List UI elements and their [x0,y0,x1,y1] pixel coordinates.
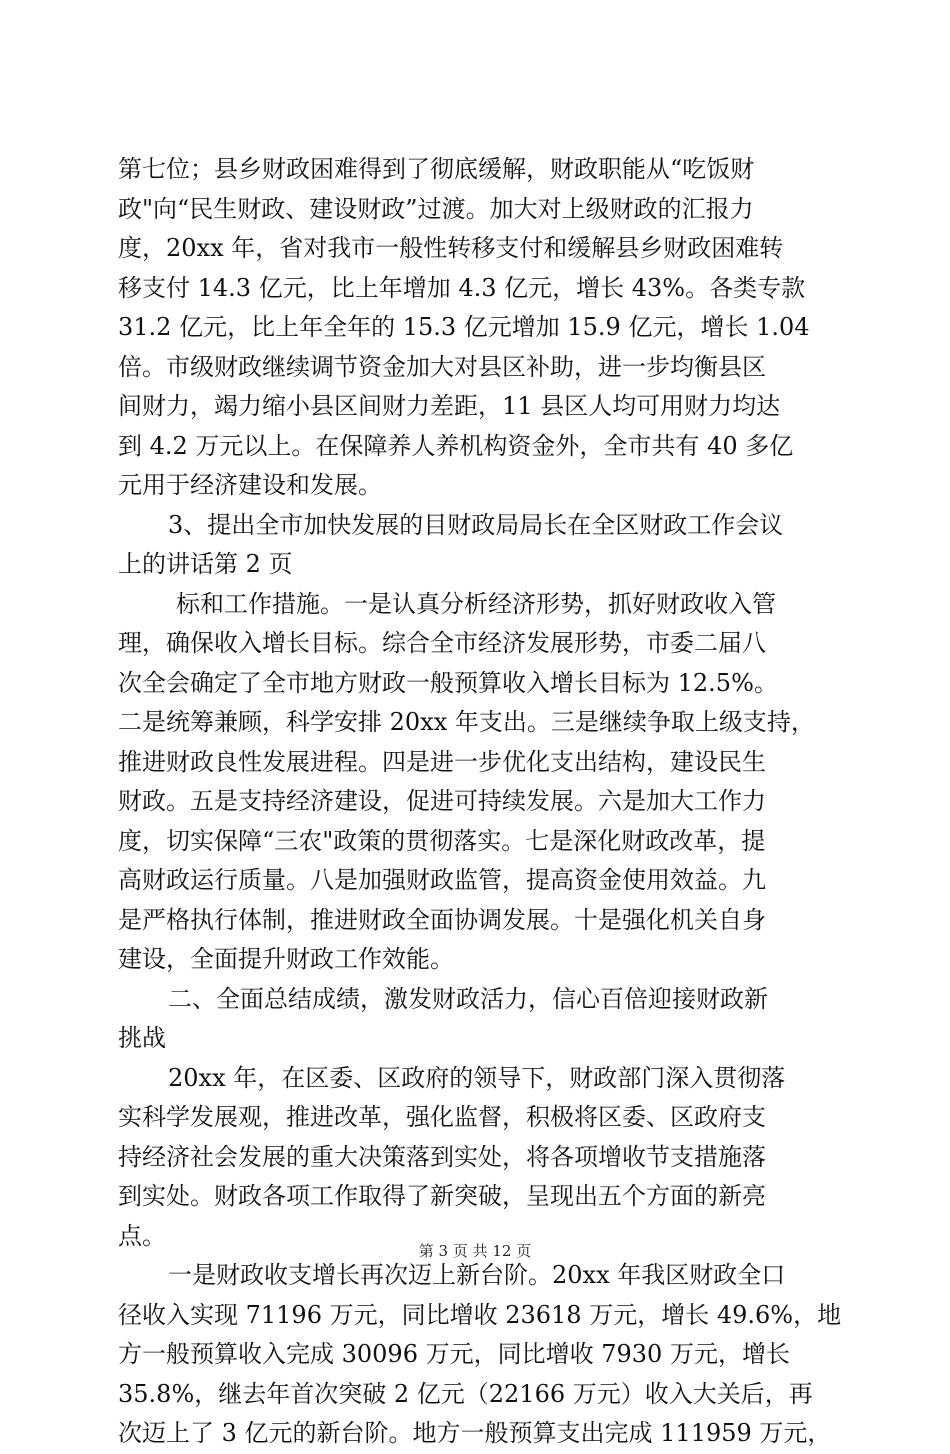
section-heading: 二、全面总结成绩，激发财政活力，信心百倍迎接财政新 [168,984,768,1013]
text-line: 标和工作措施。一是认真分析经济形势，抓好财政收入管 [176,589,776,618]
text-line: 35.8%，继去年首次突破 2 亿元（22166 万元）收入大关后，再 [118,1379,813,1408]
text-line: 移支付 14.3 亿元，比上年增加 4.3 亿元，增长 43%。各类专款 [118,273,806,302]
text-line: 度，20xx 年，省对我市一般性转移支付和缓解县乡财政困难转 [118,234,784,262]
text-line: 一是财政收支增长再次迈上新台阶。20xx 年我区财政全口 [168,1261,786,1289]
text-line: 政"向“民生财政、建设财政”过渡。加大对上级财政的汇报力 [118,194,754,223]
text-line: 持经济社会发展的重大决策落到实处，将各项增收节支措施落 [118,1142,766,1171]
text-line: 次迈上了 3 亿元的新台阶。地方一般预算支出完成 111959 万元， [118,1419,832,1447]
text-line: 财政。五是支持经济建设，促进可持续发展。六是加大工作力 [118,787,766,815]
text-line: 点。 [118,1221,166,1250]
text-line: 理，确保收入增长目标。综合全市经济发展形势，市委二届八 [118,629,766,657]
text-line: 上的讲话第 2 页 [118,550,293,578]
text-line: 建设，全面提升财政工作效能。 [118,945,454,973]
text-line: 推进财政良性发展进程。四是进一步优化支出结构，建设民生 [118,747,766,776]
text-line: 实科学发展观，推进改革，强化监督，积极将区委、区政府支 [118,1103,766,1131]
text-line: 度，切实保障“三农"政策的贯彻落实。七是深化财政改革，提 [118,826,766,855]
text-line: 20xx 年，在区委、区政府的领导下，财政部门深入贯彻落 [168,1063,786,1092]
text-line: 二是统筹兼顾，科学安排 20xx 年支出。三是继续争取上级支持， [118,708,815,736]
text-line: 元用于经济建设和发展。 [118,471,382,499]
section-heading-cont: 挑战 [118,1024,166,1052]
text-line: 第七位；县乡财政困难得到了彻底缓解，财政职能从“吃饭财 [118,155,755,183]
text-line: 径收入实现 71196 万元，同比增收 23618 万元，增长 49.6%，地 [118,1300,842,1329]
text-line: 间财力，竭力缩小县区间财力差距，11 县区人均可用财力均达 [118,392,781,420]
text-line: 方一般预算收入完成 30096 万元，同比增收 7930 万元，增长 [118,1340,790,1368]
text-line: 到实处。财政各项工作取得了新突破，呈现出五个方面的新亮 [118,1182,766,1210]
text-line: 高财政运行质量。八是加强财政监管，提高资金使用效益。九 [118,866,766,894]
text-line: 是严格执行体制，推进财政全面协调发展。十是强化机关自身 [118,905,766,934]
text-line: 3、提出全市加快发展的目财政局局长在全区财政工作会议 [168,510,784,539]
text-line: 到 4.2 万元以上。在保障养人养机构资金外，全市共有 40 多亿 [118,431,794,460]
text-line: 次全会确定了全市地方财政一般预算收入增长目标为 12.5%。 [118,668,778,697]
text-line: 倍。市级财政继续调节资金加大对县区补助，进一步均衡县区 [118,352,766,381]
text-line: 31.2 亿元，比上年全年的 15.3 亿元增加 15.9 亿元，增长 1.04 [118,313,810,341]
page-number-footer: 第 3 页 共 12 页 [418,1242,532,1260]
